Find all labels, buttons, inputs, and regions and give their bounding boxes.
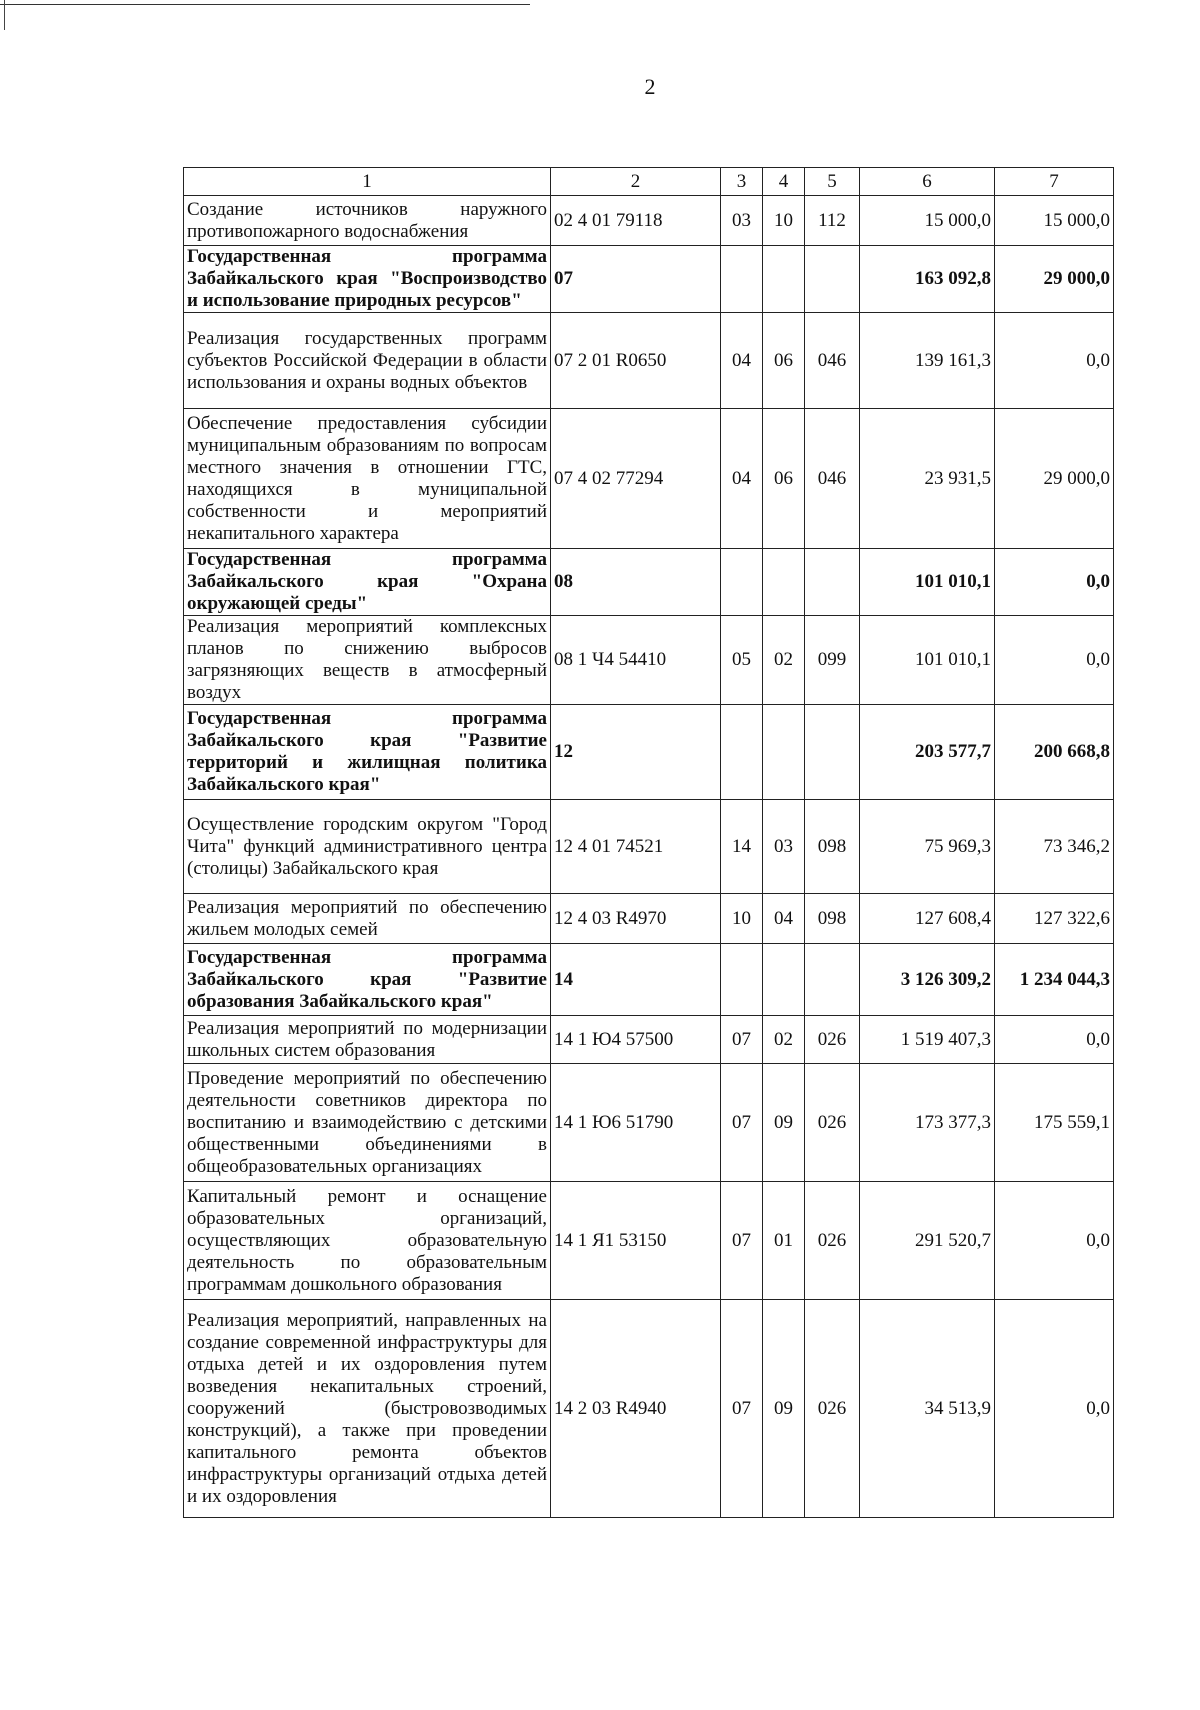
row-subsection-cell: 01 <box>763 1182 805 1300</box>
row-section-cell <box>721 246 763 313</box>
row-expense-type-cell <box>805 246 860 313</box>
row-amount-year1-cell: 3 126 309,2 <box>860 944 995 1016</box>
row-amount-year2-cell: 0,0 <box>995 1182 1114 1300</box>
row-amount-year1-cell: 173 377,3 <box>860 1064 995 1182</box>
row-expense-type-cell <box>805 944 860 1016</box>
row-name-cell: Проведение мероприятий по обеспечению деятельности советников директора по воспитанию и взаимодействию с детскими общественными объединениями в общеобразовательных организациях <box>184 1064 551 1182</box>
row-name-cell: Осуществление городским округом "Город Чита" функций административного центра (столицы) Забайкальского края <box>184 800 551 894</box>
row-expense-type-cell: 112 <box>805 196 860 246</box>
table-row <box>184 1064 1114 1182</box>
program-row <box>184 549 1114 616</box>
row-amount-year2-cell: 200 668,8 <box>995 705 1114 800</box>
row-expense-type-cell: 098 <box>805 894 860 944</box>
scan-left-rule <box>4 0 5 30</box>
row-expense-type-cell: 026 <box>805 1182 860 1300</box>
row-subsection-cell: 03 <box>763 800 805 894</box>
row-name-cell: Государственная программа Забайкальского края "Охрана окружающей среды" <box>184 549 551 616</box>
row-amount-year2-cell: 29 000,0 <box>995 409 1114 549</box>
column-header: 5 <box>805 168 860 196</box>
table-row <box>184 196 1114 246</box>
row-amount-year2-cell: 15 000,0 <box>995 196 1114 246</box>
page-number: 2 <box>644 74 656 99</box>
row-amount-year2-cell: 0,0 <box>995 616 1114 705</box>
row-amount-year1-cell: 1 519 407,3 <box>860 1016 995 1064</box>
row-code-cell: 12 4 03 R4970 <box>551 894 721 944</box>
row-section-cell: 04 <box>721 409 763 549</box>
row-section-cell: 05 <box>721 616 763 705</box>
table-row <box>184 894 1114 944</box>
row-name-cell: Создание источников наружного противопожарного водоснабжения <box>184 196 551 246</box>
row-code-cell: 14 1 Ю6 51790 <box>551 1064 721 1182</box>
row-code-cell: 14 <box>551 944 721 1016</box>
row-name-cell: Реализация мероприятий по модернизации школьных систем образования <box>184 1016 551 1064</box>
row-amount-year2-cell: 0,0 <box>995 313 1114 409</box>
column-header: 6 <box>860 168 995 196</box>
row-section-cell <box>721 944 763 1016</box>
table-header-row <box>184 168 1114 196</box>
row-expense-type-cell <box>805 549 860 616</box>
table-row <box>184 409 1114 549</box>
row-subsection-cell: 02 <box>763 1016 805 1064</box>
row-name-cell: Государственная программа Забайкальского края "Воспроизводство и использование природных ресурсов" <box>184 246 551 313</box>
row-expense-type-cell: 046 <box>805 313 860 409</box>
column-header: 4 <box>763 168 805 196</box>
row-subsection-cell: 09 <box>763 1064 805 1182</box>
scan-top-rule <box>0 4 530 5</box>
row-subsection-cell <box>763 549 805 616</box>
row-amount-year1-cell: 291 520,7 <box>860 1182 995 1300</box>
row-subsection-cell: 04 <box>763 894 805 944</box>
row-code-cell: 07 <box>551 246 721 313</box>
budget-table <box>183 167 1114 1518</box>
row-amount-year1-cell: 15 000,0 <box>860 196 995 246</box>
row-code-cell: 14 2 03 R4940 <box>551 1300 721 1518</box>
program-row <box>184 705 1114 800</box>
row-amount-year2-cell: 1 234 044,3 <box>995 944 1114 1016</box>
row-code-cell: 02 4 01 79118 <box>551 196 721 246</box>
table-row <box>184 1016 1114 1064</box>
row-amount-year2-cell: 127 322,6 <box>995 894 1114 944</box>
row-section-cell: 14 <box>721 800 763 894</box>
row-expense-type-cell: 026 <box>805 1064 860 1182</box>
row-subsection-cell: 06 <box>763 313 805 409</box>
row-expense-type-cell: 098 <box>805 800 860 894</box>
row-section-cell <box>721 705 763 800</box>
row-subsection-cell: 06 <box>763 409 805 549</box>
row-section-cell <box>721 549 763 616</box>
row-amount-year2-cell: 0,0 <box>995 1016 1114 1064</box>
column-header: 1 <box>184 168 551 196</box>
row-section-cell: 07 <box>721 1064 763 1182</box>
row-amount-year2-cell: 0,0 <box>995 549 1114 616</box>
row-code-cell: 07 4 02 77294 <box>551 409 721 549</box>
table-row <box>184 1182 1114 1300</box>
row-amount-year1-cell: 139 161,3 <box>860 313 995 409</box>
row-subsection-cell <box>763 944 805 1016</box>
table-row <box>184 1300 1114 1518</box>
row-amount-year2-cell: 29 000,0 <box>995 246 1114 313</box>
row-code-cell: 12 4 01 74521 <box>551 800 721 894</box>
row-amount-year1-cell: 23 931,5 <box>860 409 995 549</box>
row-subsection-cell <box>763 246 805 313</box>
row-expense-type-cell: 046 <box>805 409 860 549</box>
column-header: 7 <box>995 168 1114 196</box>
row-amount-year1-cell: 34 513,9 <box>860 1300 995 1518</box>
column-header: 3 <box>721 168 763 196</box>
row-name-cell: Государственная программа Забайкальского края "Развитие территорий и жилищная политика Забайкальского края" <box>184 705 551 800</box>
row-section-cell: 03 <box>721 196 763 246</box>
row-code-cell: 12 <box>551 705 721 800</box>
row-section-cell: 07 <box>721 1182 763 1300</box>
row-amount-year1-cell: 127 608,4 <box>860 894 995 944</box>
row-name-cell: Обеспечение предоставления субсидии муниципальным образованиям по вопросам местного значения в отношении ГТС, находящихся в муниципальной собственности и мероприятий некапитального характера <box>184 409 551 549</box>
row-amount-year1-cell: 203 577,7 <box>860 705 995 800</box>
row-amount-year2-cell: 73 346,2 <box>995 800 1114 894</box>
row-subsection-cell <box>763 705 805 800</box>
program-row <box>184 944 1114 1016</box>
table-row <box>184 313 1114 409</box>
row-amount-year2-cell: 175 559,1 <box>995 1064 1114 1182</box>
program-row <box>184 246 1114 313</box>
row-code-cell: 08 1 Ч4 54410 <box>551 616 721 705</box>
table-row <box>184 800 1114 894</box>
row-section-cell: 07 <box>721 1016 763 1064</box>
row-expense-type-cell <box>805 705 860 800</box>
row-amount-year1-cell: 101 010,1 <box>860 616 995 705</box>
row-amount-year1-cell: 101 010,1 <box>860 549 995 616</box>
row-name-cell: Реализация мероприятий комплексных планов по снижению выбросов загрязняющих веществ в атмосферный воздух <box>184 616 551 705</box>
row-amount-year1-cell: 163 092,8 <box>860 246 995 313</box>
row-subsection-cell: 02 <box>763 616 805 705</box>
row-code-cell: 14 1 Ю4 57500 <box>551 1016 721 1064</box>
row-section-cell: 10 <box>721 894 763 944</box>
row-name-cell: Государственная программа Забайкальского края "Развитие образования Забайкальского края" <box>184 944 551 1016</box>
row-expense-type-cell: 026 <box>805 1016 860 1064</box>
row-amount-year2-cell: 0,0 <box>995 1300 1114 1518</box>
row-name-cell: Реализация мероприятий, направленных на создание современной инфраструктуры для отдыха детей и их оздоровления путем возведения некапитальных строений, сооружений (быстровозводимых конструкций), а также при проведении капитального ремонта объектов инфраструктуры организаций отдыха детей и их оздоровления <box>184 1300 551 1518</box>
row-section-cell: 07 <box>721 1300 763 1518</box>
row-expense-type-cell: 026 <box>805 1300 860 1518</box>
row-name-cell: Капитальный ремонт и оснащение образовательных организаций, осуществляющих образовательную деятельность по образовательным программам дошкольного образования <box>184 1182 551 1300</box>
row-expense-type-cell: 099 <box>805 616 860 705</box>
row-section-cell: 04 <box>721 313 763 409</box>
row-code-cell: 08 <box>551 549 721 616</box>
row-code-cell: 07 2 01 R0650 <box>551 313 721 409</box>
row-subsection-cell: 10 <box>763 196 805 246</box>
row-code-cell: 14 1 Я1 53150 <box>551 1182 721 1300</box>
row-amount-year1-cell: 75 969,3 <box>860 800 995 894</box>
row-subsection-cell: 09 <box>763 1300 805 1518</box>
row-name-cell: Реализация государственных программ субъектов Российской Федерации в области использования и охраны водных объектов <box>184 313 551 409</box>
row-name-cell: Реализация мероприятий по обеспечению жильем молодых семей <box>184 894 551 944</box>
table-row <box>184 616 1114 705</box>
column-header: 2 <box>551 168 721 196</box>
